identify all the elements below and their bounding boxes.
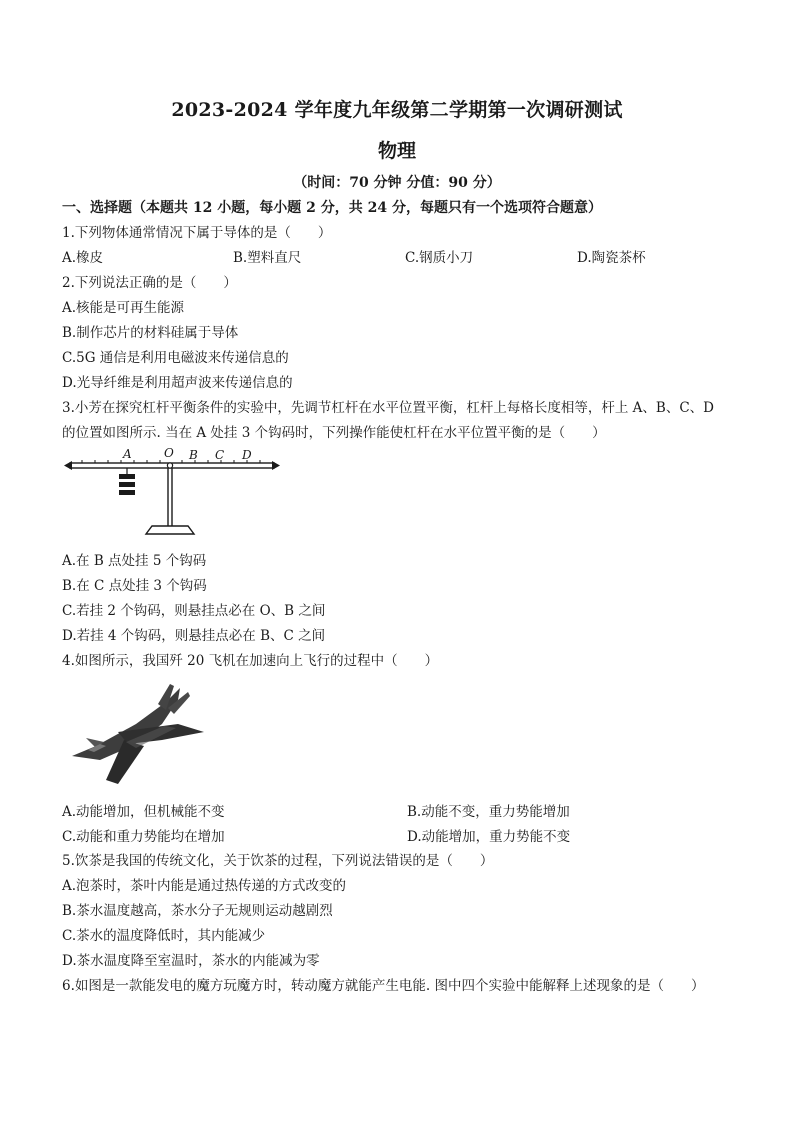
q3-option-d: D.若挂 4 个钩码，则悬挂点必在 B、C 之间 <box>62 628 326 644</box>
q2-option-b: B.制作芯片的材料硅属于导体 <box>62 325 239 341</box>
q5-stem: 5.饮茶是我国的传统文化，关于饮茶的过程，下列说法错误的是（ ） <box>62 853 494 869</box>
q1-option-b: B.塑料直尺 <box>233 250 302 266</box>
lever-label-c: C <box>215 448 225 462</box>
q3-option-a: A.在 B 点处挂 5 个钩码 <box>62 553 207 569</box>
hook-weights <box>119 474 135 495</box>
q1-stem: 1.下列物体通常情况下属于导体的是（ ） <box>62 225 332 241</box>
exam-title: 2023-2024 学年度九年级第二学期第一次调研测试 <box>171 99 623 121</box>
q3-option-b: B.在 C 点处挂 3 个钩码 <box>62 578 207 594</box>
lever-label-a: A <box>123 447 132 461</box>
q1-option-a: A.橡皮 <box>62 250 104 266</box>
q4-stem: 4.如图所示，我国歼 20 飞机在加速向上飞行的过程中（ ） <box>62 653 439 669</box>
q3-stem-line1: 3.小芳在探究杠杆平衡条件的实验中，先调节杠杆在水平位置平衡，杠杆上每格长度相等，杆上 A、B、C、D <box>62 400 714 416</box>
q5-option-c: C.茶水的温度降低时，其内能减少 <box>62 928 266 944</box>
exam-meta: （时间：70 分钟 分值：90 分） <box>293 175 501 191</box>
exam-subject: 物理 <box>377 140 416 162</box>
lever-label-o: O <box>164 446 174 460</box>
q2-stem: 2.下列说法正确的是（ ） <box>62 275 237 291</box>
lever-label-d: D <box>242 448 252 462</box>
lever-figure <box>62 446 282 546</box>
q2-option-d: D.光导纤维是利用超声波来传递信息的 <box>62 375 293 391</box>
section-heading: 一、选择题（本题共 12 小题，每小题 2 分，共 24 分，每题只有一个选项符合题意） <box>62 200 602 216</box>
q3-option-c: C.若挂 2 个钩码，则悬挂点必在 O、B 之间 <box>62 603 326 619</box>
q5-option-b: B.茶水温度越高，茶水分子无规则运动越剧烈 <box>62 903 333 919</box>
q1-option-d: D.陶瓷茶杯 <box>577 250 646 266</box>
q6-stem: 6.如图是一款能发电的魔方玩魔方时，转动魔方就能产生电能. 图中四个实验中能解释上述现象的是（ ） <box>62 978 705 994</box>
q2-option-a: A.核能是可再生能源 <box>62 300 185 316</box>
q5-option-d: D.茶水温度降至室温时，茶水的内能减为零 <box>62 953 320 969</box>
q4-option-c: C.动能和重力势能均在增加 <box>62 829 225 845</box>
q4-option-d: D.动能增加，重力势能不变 <box>407 829 571 845</box>
q2-option-c: C.5G 通信是利用电磁波来传递信息的 <box>62 350 289 366</box>
q5-option-a: A.泡茶时，茶叶内能是通过热传递的方式改变的 <box>62 878 347 894</box>
fighter-jet-image <box>66 680 226 790</box>
q3-stem-line2: 的位置如图所示. 当在 A 处挂 3 个钩码时，下列操作能使杠杆在水平位置平衡的是（ ） <box>62 425 606 441</box>
q4-option-a: A.动能增加，但机械能不变 <box>62 804 225 820</box>
q4-option-b: B.动能不变，重力势能增加 <box>407 804 570 820</box>
q1-option-c: C.钢质小刀 <box>405 250 474 266</box>
lever-label-b: B <box>189 448 198 462</box>
